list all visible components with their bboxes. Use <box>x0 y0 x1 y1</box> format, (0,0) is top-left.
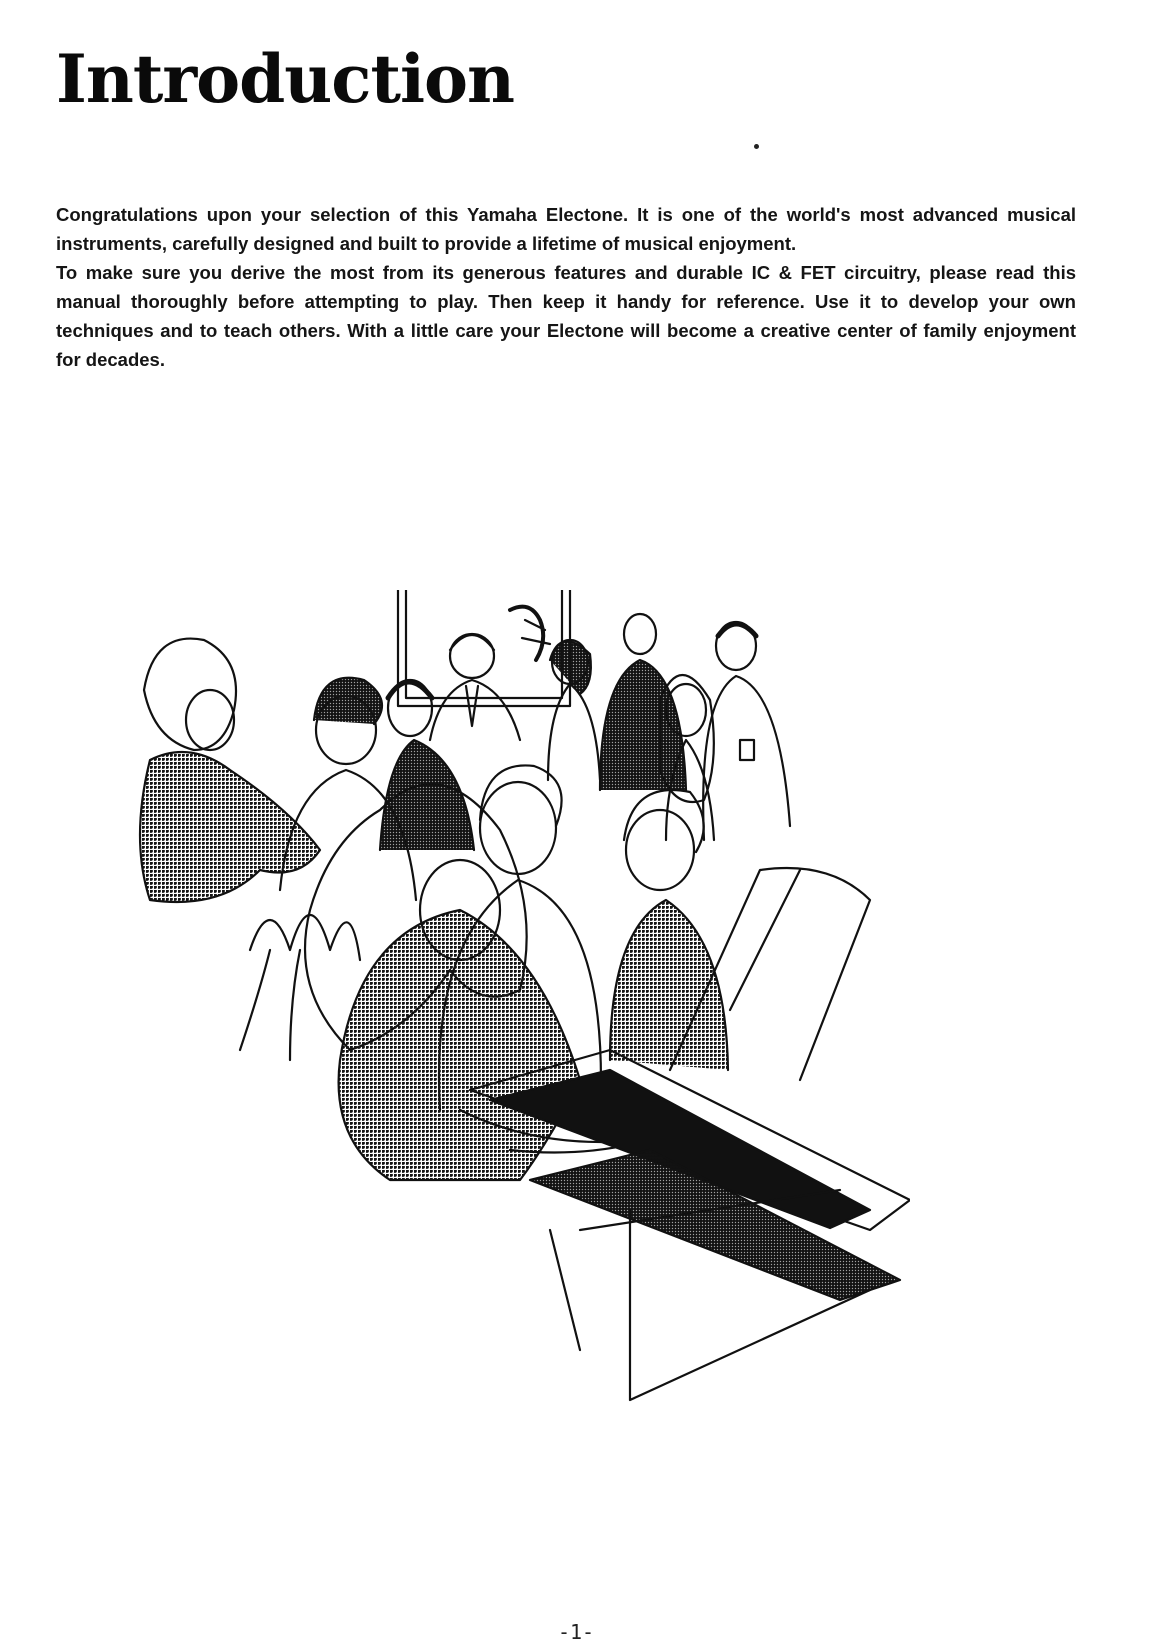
page-title: Introduction <box>56 40 515 118</box>
plant <box>240 915 360 1060</box>
woman-left <box>140 639 320 902</box>
intro-paragraph-2: To make sure you derive the most from its generous features and durable IC & FET circuitry, please read this manual thoroughly before attempting to play. Then keep it handy for reference. Use it to develop your own techniques and to teach others. With a little care your Electone will become a creative center of family enjoyment for decades. <box>56 262 1076 370</box>
intro-paragraph-1: Congratulations upon your selection of this Yamaha Electone. It is one of the world's most advanced musical instruments, carefully designed and built to provide a lifetime of musical enjoyment. <box>56 204 1076 254</box>
page-number: -1- <box>557 1620 595 1644</box>
ink-speck <box>754 144 759 149</box>
girl-right <box>610 790 728 1070</box>
intro-text <box>56 200 1076 374</box>
family-organ-illustration <box>130 590 910 1470</box>
boy-dark-hair <box>280 678 474 900</box>
